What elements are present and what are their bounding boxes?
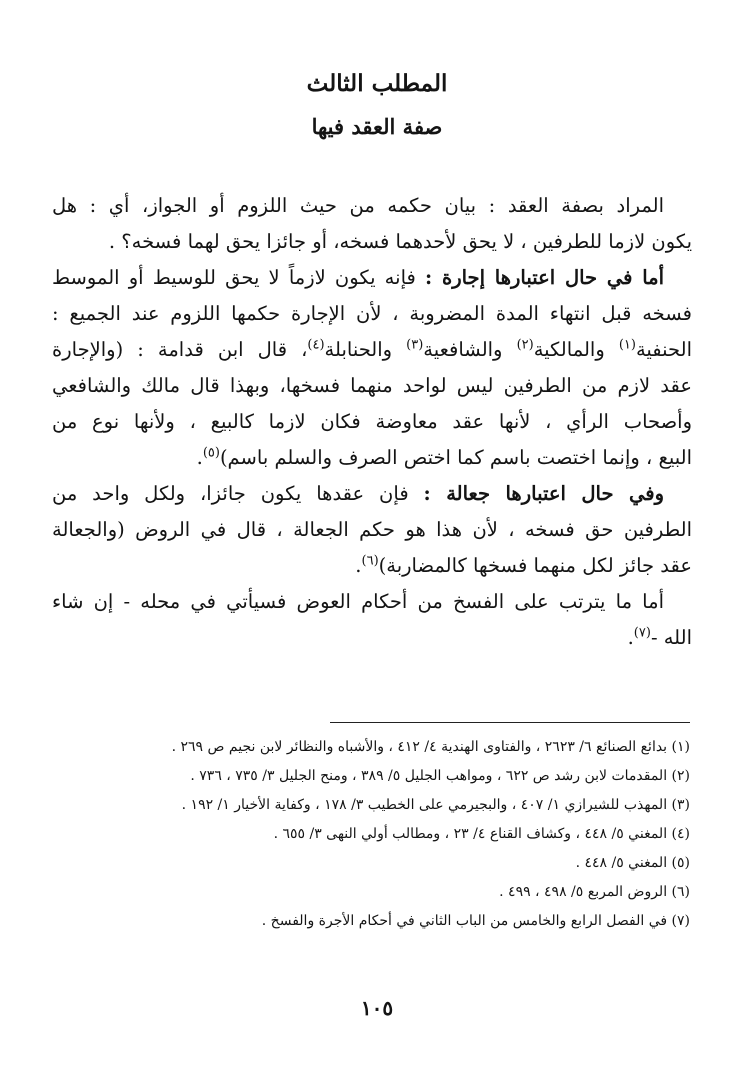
lead-phrase: وفي حال اعتبارها جعالة : [423, 482, 665, 505]
body-line: أما ما يترتب على الفسخ من أحكام العوض فسيأتي في محله - إن شاء [52, 590, 664, 613]
footnote-item: (٢) المقدمات لابن رشد ص ٦٢٢ ، ومواهب الجليل ٥/ ٣٨٩ ، ومنح الجليل ٣/ ٧٣٥ ، ٧٣٦ . [190, 768, 690, 784]
body-line: يكون لازما للطرفين ، لا يحق لأحدهما فسخه، أو جائزا يحق لهما فسخه؟ . [108, 230, 692, 253]
footnote-item: (١) بدائع الصنائع ٦/ ٢٦٢٣ ، والفتاوى الهندية ٤/ ٤١٢ ، والأشباه والنظائر لابن نجيم ص ٢٦٩ . [171, 739, 690, 755]
footnote-ref: (٢) [516, 337, 534, 353]
body-line: المراد بصفة العقد : بيان حكمه من حيث اللزوم أو الجواز، أي : هل [52, 194, 664, 217]
footnote-item: (٣) المهذب للشيرازي ١/ ٤٠٧ ، والبجيرمي على الخطيب ٣/ ١٧٨ ، وكفاية الأخيار ١/ ١٩٢ . [181, 797, 690, 813]
body-line: وأصحاب الرأي ، لأنها عقد معاوضة فكان لازما كالبيع ، ولأنها نوع من [52, 410, 692, 433]
footnotes [50, 733, 690, 936]
footnote-item: (٥) المغني ٥/ ٤٤٨ . [575, 855, 690, 871]
footnote-ref: (٧) [633, 625, 651, 641]
footnote-ref: (٦) [361, 553, 379, 569]
footnote-ref: (٥) [202, 445, 220, 461]
footnote-item: (٤) المغني ٥/ ٤٤٨ ، وكشاف القناع ٤/ ٢٣ ، ومطالب أولي النهى ٣/ ٦٥٥ . [273, 826, 690, 842]
footnote-ref: (٣) [406, 337, 424, 353]
body-line: فسخه قبل انتهاء المدة المضروبة ، لأن الإجارة حكمها اللزوم عند الجميع : [52, 302, 692, 325]
body-line: الطرفين حق فسخه ، لأن هذا هو حكم الجعالة ، قال في الروض (والجعالة [52, 518, 692, 541]
page-number: ١٠٥ [360, 996, 394, 1020]
body-line: عقد جائز لكل منهما فسخها كالمضاربة)$^{(٦)}$. [355, 553, 692, 577]
body-line: البيع ، وإنما اختصت باسم كما اختص الصرف والسلم باسم)$^{(٥)}$. [196, 445, 692, 469]
body-line: وفي حال اعتبارها جعالة : فإن عقدها يكون جائزا، ولكل واحد من [52, 482, 665, 505]
body-text [52, 188, 692, 656]
body-line: أما في حال اعتبارها إجارة : فإنه يكون لازماً لا يحق للوسيط أو الموسط [52, 266, 665, 289]
body-line: الحنفية$^{(١)}$ والمالكية$^{(٢)}$ والشافعية$^{(٣)}$ والحنابلة$^{(٤)}$، قال ابن قدامة : (والإجارة [52, 337, 692, 361]
footnote-item: (٧) في الفصل الرابع والخامس من الباب الثاني في أحكام الأجرة والفسخ . [261, 913, 690, 929]
footnote-item: (٦) الروض المربع ٥/ ٤٩٨ ، ٤٩٩ . [499, 884, 690, 900]
footnote-separator [330, 722, 690, 723]
section-heading: المطلب الثالث [306, 70, 448, 97]
footnote-ref: (٤) [307, 337, 325, 353]
footnote-ref: (١) [618, 337, 636, 353]
section-subheading: صفة العقد فيها [311, 114, 443, 139]
body-line: عقد لازم من الطرفين ليس لواحد منهما فسخها، وبهذا قال مالك والشافعي [52, 374, 692, 397]
lead-phrase: أما في حال اعتبارها إجارة : [425, 266, 665, 289]
body-line: الله -$^{(٧)}$. [627, 625, 692, 649]
